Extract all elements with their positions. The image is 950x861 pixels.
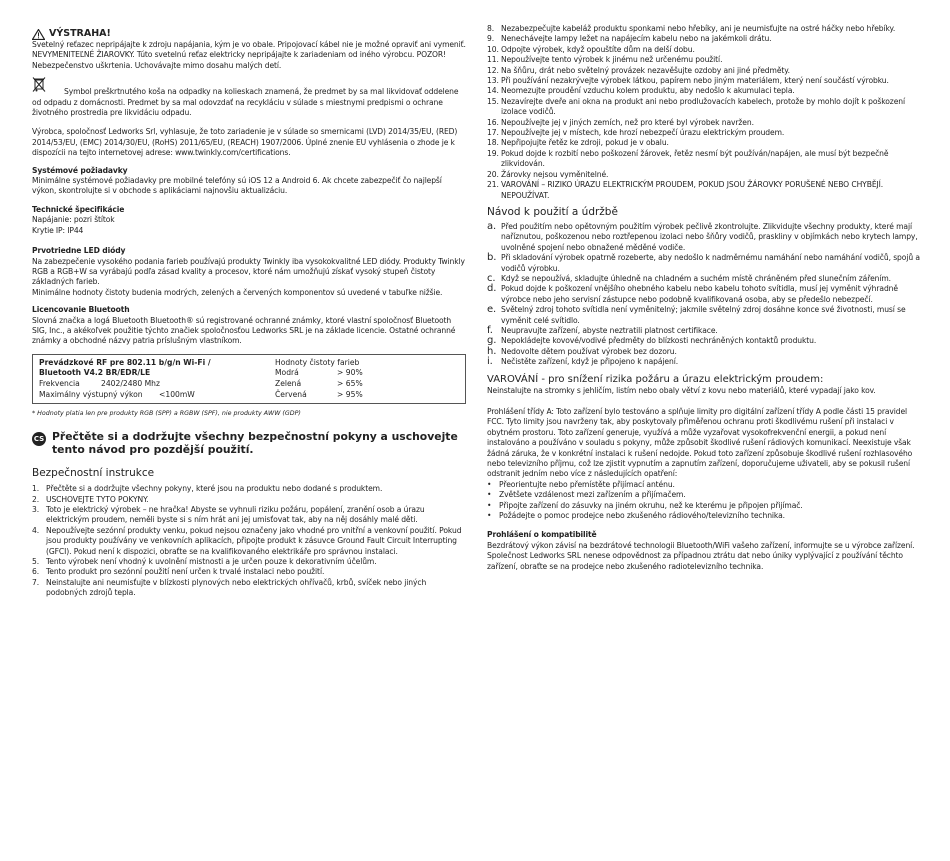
list-text: Pokud dojde k rozbití nebo poškození žárovek, řetěz nesmí být používán/napájen, ale musí být bezpečně zlikvidován.	[501, 148, 889, 169]
list-item	[487, 66, 923, 76]
compat-title: Prohlášení o kompatibilitě	[487, 530, 597, 540]
list-text: Na šňůru, drát nebo světelný provázek nezavěšujte ozdoby ani jiné předměty.	[501, 65, 790, 75]
purity-value: > 65%	[337, 378, 363, 388]
list-number: 13.	[487, 76, 499, 86]
list-text: Tento produkt pro sezónní použití není určen k trvalé instalaci nebo použití.	[46, 567, 325, 577]
list-number: 11.	[487, 55, 499, 65]
safety-list-part1	[32, 484, 466, 598]
list-number: 7.	[32, 577, 40, 587]
list-number: i.	[487, 356, 493, 368]
list-item	[487, 490, 923, 500]
warning-triangle-icon	[32, 29, 45, 40]
list-item	[487, 274, 923, 284]
list-number: •	[487, 500, 492, 510]
list-text: Nenechávejte lampy ležet na napájecím kabelu nebo na jakémkoli drátu.	[501, 34, 772, 44]
list-item	[32, 484, 466, 494]
tech-line2: Krytie IP: IP44	[32, 225, 84, 235]
list-text: Nepoužívejte jej v jiných zemích, než pro které byl výrobek navržen.	[501, 117, 754, 127]
list-number: e.	[487, 304, 497, 316]
list-number: g.	[487, 335, 497, 347]
list-number: 21.	[487, 180, 499, 190]
list-item	[487, 501, 923, 511]
list-text: USCHOVEJTE TYTO POKYNY.	[46, 494, 149, 504]
list-text: Nedovolte dětem používat výrobek bez dozoru.	[501, 346, 677, 356]
purity-color: Červená	[275, 389, 307, 399]
bt-text: Slovná značka a logá Bluetooth Bluetooth® sú registrované ochranné známky, ktoré vlastní spoločnosť Bluetooth SIG, Inc., a akékoľvek použitie týchto značiek spoločnosťou Ledworks SRL je na základe licencie. Ostatné ochranné známky a obchodné názvy patria príslušným vlastníkom.	[32, 315, 456, 346]
list-text: Přeorientujte nebo přemístěte přijímací anténu.	[499, 479, 675, 489]
list-text: Tento výrobek není vhodný k uvolnění mistnosti a je určen pouze k dekorativním účelům.	[46, 556, 377, 566]
list-item	[487, 253, 923, 274]
list-number: 10.	[487, 44, 499, 54]
list-text: VAROVÁNÍ – RIZIKO ÚRAZU ELEKTRICKÝM PROUDEM, POKUD JSOU ŽÁROVKY PORUŠENÉ NEBO CHYBĚJÍ. NEPOUŽÍVAT.	[501, 180, 884, 200]
list-item	[487, 305, 923, 326]
list-item	[487, 118, 923, 128]
list-text: Připojte zařízení do zásuvky na jiném okruhu, než ke kterému je připojen přijímač.	[499, 500, 803, 510]
list-number: 15.	[487, 96, 499, 106]
cs-title-line1: Přečtěte si a dodržujte všechny bezpečnostní pokyny a uschovejte	[52, 430, 458, 444]
freq-value: 2402/2480 Mhz	[101, 378, 160, 388]
list-item	[487, 511, 923, 521]
rf-line2: Bluetooth V4.2 BR/EDR/LE	[39, 368, 151, 378]
list-item	[487, 76, 923, 86]
crossed-bin-icon	[32, 77, 46, 93]
list-text: Žárovky nejsou vyměnitelné.	[501, 169, 609, 179]
spec-table	[32, 354, 466, 404]
list-number: 6.	[32, 567, 40, 577]
table-footnote: * Hodnoty platia len pre produkty RGB (SPP) a RGBW (SPF), nie produkty AWW (GDP)	[32, 410, 301, 418]
list-text: Přečtěte si a dodržujte všechny pokyny, které jsou na produktu nebo dodané s produktem.	[46, 484, 383, 494]
list-item	[487, 138, 923, 148]
purity-value: > 90%	[337, 368, 363, 378]
safety-list-part2	[487, 24, 923, 201]
list-number: h.	[487, 345, 497, 357]
list-text: Před použitím nebo opětovným použitím výrobek pečlivě zkontrolujte. Zlikvidujte všechny produkty, které mají naříznutou, poškozenou nebo roztřepenou izolaci nebo šňůry vodičů, praskliny v objímkách nebo krytech lampy, uvolněné spojení nebo obnažené měděné vodiče.	[501, 221, 918, 252]
list-text: Nepoužívejte jej v místech, kde hrozí nebezpečí úrazu elektrickým proudem.	[501, 128, 785, 138]
list-number: 8.	[487, 24, 495, 33]
list-number: b.	[487, 252, 497, 264]
tech-title: Technické špecifikácie	[32, 204, 125, 214]
list-number: 2.	[32, 494, 40, 504]
power-label: Maximálny výstupný výkon	[39, 389, 143, 399]
list-item	[32, 578, 466, 599]
fcc-bullets	[487, 480, 923, 522]
list-text: Pokud dojde k poškození vnějšího ohebného kabelu nebo kabelu tohoto svítidla, musí jej vyměnit výhradně výrobce nebo jeho servisní zástupce nebo podobně kvalifikovaná osoba, aby se předešlo nebezpečí.	[501, 284, 898, 304]
list-item	[487, 24, 923, 34]
purity-row	[275, 379, 457, 390]
warning-title: VÝSTRAHA!	[49, 28, 111, 39]
list-item	[32, 557, 466, 567]
list-number: a.	[487, 220, 497, 232]
list-number: •	[487, 511, 492, 521]
bt-title: Licencovanie Bluetooth	[32, 305, 130, 315]
list-item	[487, 357, 923, 367]
list-item	[487, 128, 923, 138]
list-item	[487, 170, 923, 180]
list-item	[32, 505, 466, 526]
list-text: Nepoužívejte sezónní produkty venku, pokud nejsou označeny jako vhodné pro vnitřní a venkovní použití. Pokud jsou produkty používány ve venkovních aplikacích, připojte produkt k zásuvce Ground Fault Circuit Interrupting (GFCI). Pokud není k dispozici, obraťte se na kvalifikovaného elektrikáře pro správnou instalaci.	[46, 525, 462, 556]
list-text: Nepoužívejte tento výrobek k jinému než určenému použití.	[501, 55, 723, 65]
list-number: d.	[487, 283, 497, 295]
list-text: Toto je elektrický výrobek – ne hračka! Abyste se vyhnuli riziku požáru, popálení, zranění osob a úrazu elektrickým proudem, neměli byste si s ním hrát ani jej umisťovat tak, aby na něj dosáhly malé děti.	[46, 504, 425, 525]
list-number: 20.	[487, 169, 499, 179]
list-item	[487, 34, 923, 44]
weee-block	[32, 81, 466, 118]
compat-text: Bezdrátový výkon závisí na bezdrátové technologii Bluetooth/WiFi vašeho zařízení, informujte se u výrobce zařízení. Společnost Ledworks SRL nenese odpovědnost za případnou ztrátu dat nebo úniky vyplývající z používání těchto zařízení, obraťte se na prodejce nebo zkušeného radiotelevizního technika.	[487, 540, 915, 571]
purity-value: > 95%	[337, 389, 363, 399]
list-item	[487, 480, 923, 490]
list-item	[487, 336, 923, 346]
list-item	[487, 45, 923, 55]
list-text: Odpojte výrobek, když opouštíte dům na delší dobu.	[501, 44, 695, 54]
led-p1: Na zabezpečenie vysokého podania farieb používajú produkty Twinkly iba vysokokvalitné LED diódy. Produkty Twinkly RGB a RGB+W sa vyrábajú podľa zásad kvality a procesov, ktoré nám umožňujú získať vysoký stupeň čistoty základných farieb.	[32, 256, 465, 287]
list-text: Požádejte o pomoc prodejce nebo zkušeného rádiového/televizního technika.	[499, 511, 785, 521]
list-number: c.	[487, 272, 496, 284]
warning-text: Svetelný reťazec nepripájajte k zdroju napájania, kým je vo obale. Pripojovací kábel nie je možné opraviť ani vymeniť. NEVYMENITEĽNÉ ŽIAROVKY. Túto svetelnú reťaz elektricky nepripájajte k zariadeniam od iného výrobcu. POZOR! Nebezpečenstvo uškrtenia. Uchovávajte mimo dosahu malých detí.	[32, 40, 466, 70]
warning-heading	[32, 28, 466, 40]
list-text: Nepřipojujte řetěz ke zdroji, pokud je v obalu.	[501, 138, 669, 148]
cs-heading	[32, 430, 466, 456]
system-text: Minimálne systémové požiadavky pre mobilné telefóny sú iOS 12 a Android 6. Ak chcete zabezpečiť čo najlepší výkon, skontrolujte si v obchode s aplikáciami najnovšiu aktualizáciu.	[32, 176, 442, 196]
fire-title: VAROVÁNÍ - pro snížení rizika požáru a úrazu elektrickým proudem:	[487, 373, 824, 385]
list-item	[487, 347, 923, 357]
power-value: <100mW	[159, 389, 195, 399]
list-number: 18.	[487, 138, 499, 148]
list-item	[487, 149, 923, 170]
right-column	[487, 0, 923, 572]
list-number: f.	[487, 324, 493, 336]
list-number: 19.	[487, 148, 499, 158]
list-text: Když se nepoužívá, skladujte úhledně na chladném a suchém místě chráněném před slunečním zářením.	[501, 273, 891, 283]
list-item	[487, 97, 923, 118]
left-column	[32, 0, 466, 599]
list-item	[32, 495, 466, 505]
list-item	[487, 180, 923, 201]
list-item	[487, 326, 923, 336]
list-item	[32, 526, 466, 557]
list-number: •	[487, 479, 492, 489]
fcc-text: Prohlášení třídy A: Toto zařízení bylo testováno a splňuje limity pro digitální zařízení třídy A podle části 15 pravidel FCC. Tyto limity jsou navrženy tak, aby poskytovaly přiměřenou ochranu proti škodlivému rušení při instalaci v obytném prostoru. Toto zařízení generuje, využívá a může vyzařovat vysokofrekvenční energii, a pokud není instalováno a používáno v souladu s pokyny, může způsobit škodlivé rušení rádiových komunikací. Neexistuje však žádná záruka, že v konkrétní instalaci k rušení nedojde. Pokud toto zařízení způsobuje škodlivé rušení rozhlasového nebo televizního příjmu, což lze zjistit vypnutím a zapnutím zařízení, doporučujeme uživateli, aby se pokusil rušení odstranit jedním nebo více z následujících opatření:	[487, 407, 913, 479]
purity-title: Hodnoty čistoty farieb	[275, 357, 360, 367]
list-number: 5.	[32, 556, 40, 566]
list-number: 12.	[487, 65, 499, 75]
list-number: 3.	[32, 504, 40, 514]
rf-line1: Prevádzkové RF pre 802.11 b/g/n Wi-Fi /	[39, 357, 211, 367]
cs-language-badge: CS	[32, 432, 46, 446]
system-title: Systémové požiadavky	[32, 165, 128, 175]
purity-color: Modrá	[275, 368, 299, 378]
cs-title-line2: tento návod pro pozdější použití.	[52, 443, 254, 457]
list-text: Neomezujte proudění vzduchu kolem produktu, aby nedošlo k akumulaci tepla.	[501, 86, 795, 96]
weee-text: Symbol preškrtnutého koša na odpadky na kolieskach znamená, že predmet by sa mal likvidovať oddelene od odpadu z domácnosti. Predmet by sa mal odovzdať na recykláciu v súlade s miestnymi predpismi o ochrane životného prostredia pre likvidáciu odpadu.	[32, 87, 459, 118]
fire-text: Neinstalujte na stromky s jehličím, listím nebo obaly větví z kovu nebo materiálů, které vypadají jako kov.	[487, 385, 876, 395]
tech-line1: Napájanie: pozri štítok	[32, 215, 115, 225]
list-item	[487, 55, 923, 65]
list-number: 9.	[487, 34, 495, 44]
led-title: Prvotriedne LED diódy	[32, 246, 126, 256]
care-list	[487, 222, 923, 368]
freq-row	[39, 379, 275, 390]
list-text: Neupravujte zařízení, abyste neztratili platnost certifikace.	[501, 325, 718, 335]
list-item	[487, 222, 923, 253]
list-number: 1.	[32, 484, 40, 494]
list-text: Nezavírejte dveře ani okna na produkt ani nebo prodlužovacích kabelech, protože by mohlo dojít k poškození izolace vodičů.	[501, 96, 905, 117]
list-number: 16.	[487, 117, 499, 127]
led-p2: Minimálne hodnoty čistoty budenia modrých, zelených a červených komponentov sú uvedené v tabuľke nižšie.	[32, 287, 443, 297]
list-item	[487, 284, 923, 305]
list-text: Při používání nezakrývejte výrobek látkou, papírem nebo jiným materiálem, který není součástí výrobku.	[501, 76, 889, 86]
list-number: 14.	[487, 86, 499, 96]
list-item	[32, 567, 466, 577]
list-text: Světelný zdroj tohoto svítidla není vyměnitelný; jakmile světelný zdroj dosáhne konce své životnosti, musí se vyměnit celé svítidlo.	[501, 305, 906, 325]
care-title: Návod k použití a údržbě	[487, 205, 618, 218]
power-row	[39, 390, 275, 401]
list-number: •	[487, 490, 492, 500]
list-number: 17.	[487, 128, 499, 138]
list-text: Při skladování výrobek opatrně rozeberte, aby nedošlo k nadměrnému namáhání nebo namáhání vodičů, spojů a vodičů výrobku.	[501, 253, 920, 273]
list-text: Nečistěte zařízení, když je připojeno k napájení.	[501, 357, 679, 367]
list-text: Neinstalujte ani neumisťujte v blízkosti plynových nebo elektrických ohřívačů, krbů, svíček nebo jiných podobných zdrojů tepla.	[46, 577, 427, 598]
purity-color: Zelená	[275, 378, 302, 388]
freq-label: Frekvencia	[39, 378, 80, 388]
purity-row	[275, 368, 457, 379]
rf-cell	[39, 358, 275, 400]
list-item	[487, 86, 923, 96]
list-number: 4.	[32, 525, 40, 535]
conformity-text: Výrobca, spoločnosť Ledworks Srl, vyhlasuje, že toto zariadenie je v súlade so smernicami (LVD) 2014/35/EU, (RED) 2014/53/EU, (EMC) 2014/30/EU, (RoHS) 2011/65/EU, (REACH) 1907/2006. Úplné znenie EU vyhlásenia o zhode je k dispozícii na tejto internetovej adrese: www.twinkly.com/certifications.	[32, 127, 458, 158]
safety-title: Bezpečnostní instrukce	[32, 467, 155, 480]
list-text: Nezabezpečujte kabeláž produktu sponkami nebo hřebíky, ani je neumisťujte na ostré háčky nebo hřebíky.	[501, 24, 896, 33]
list-text: Zvětšete vzdálenost mezi zařízením a přijímačem.	[499, 490, 686, 500]
purity-cell	[275, 358, 457, 400]
list-text: Nepokládejte kovové/vodivé předměty do blízkosti nechráněných kontaktů produktu.	[501, 336, 817, 346]
purity-row	[275, 390, 457, 401]
